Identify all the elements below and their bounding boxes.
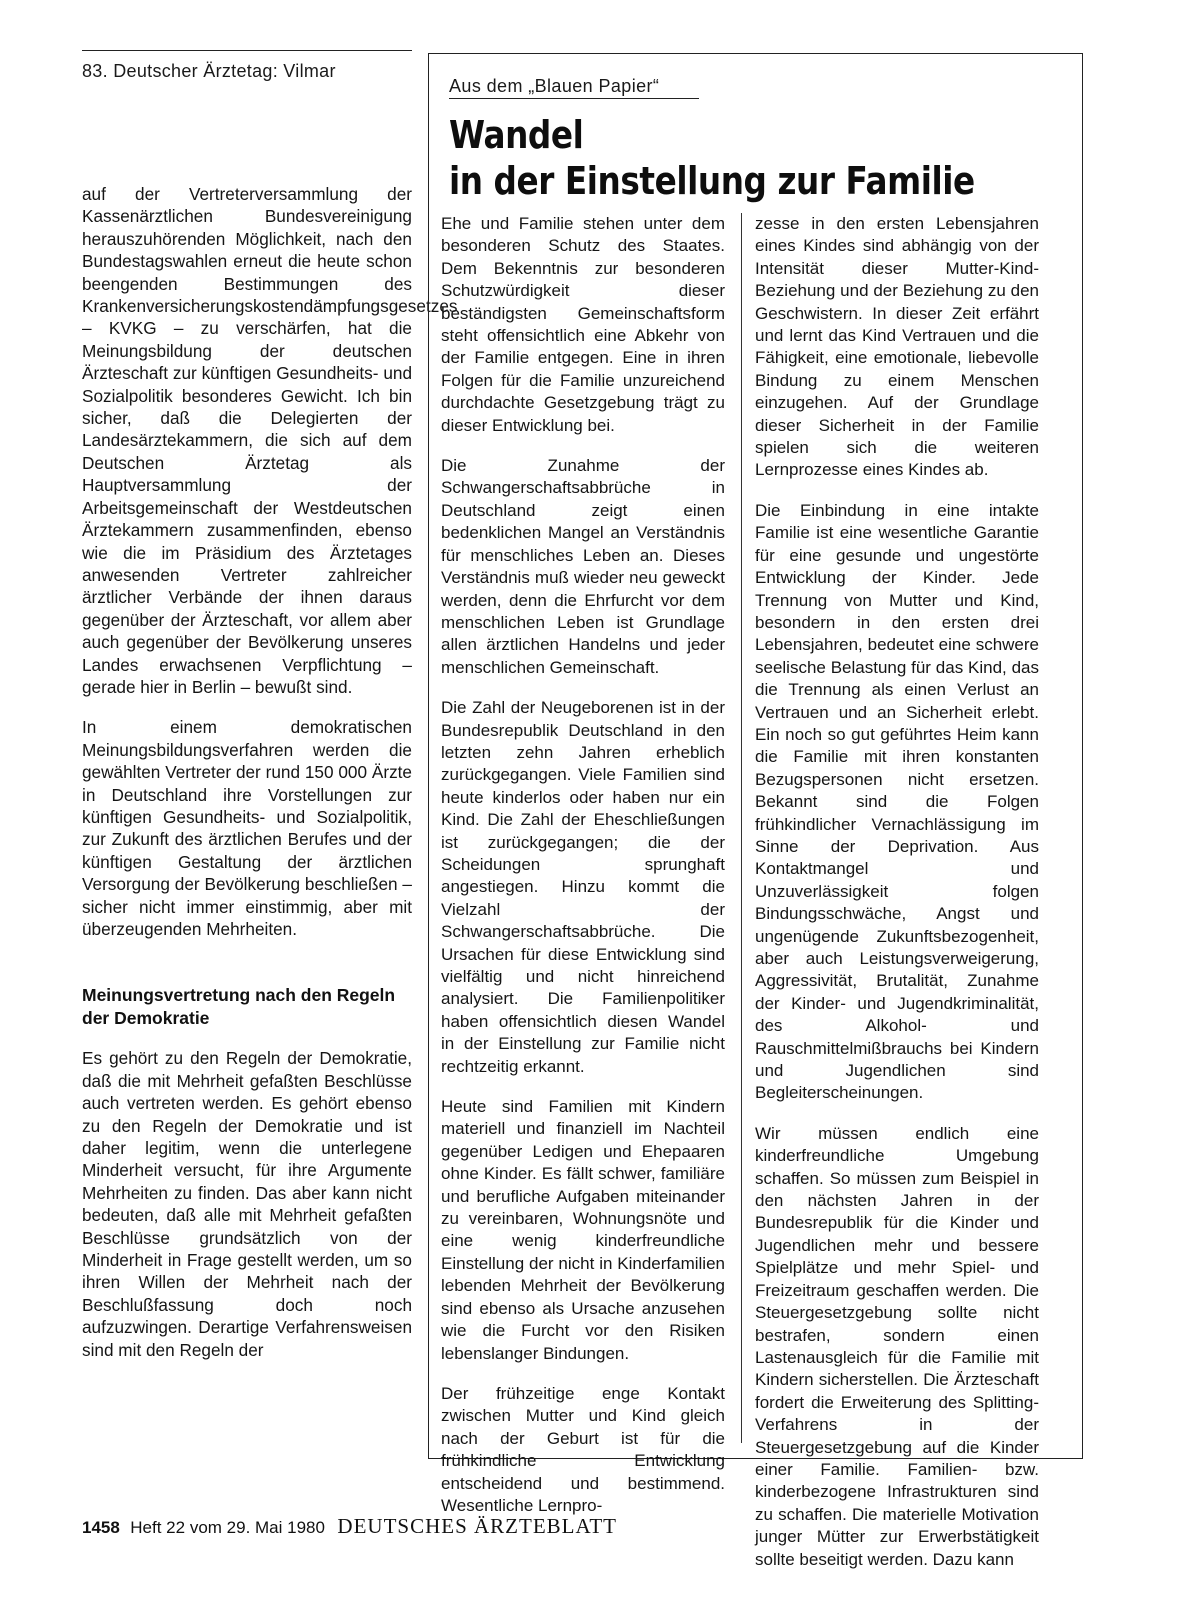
- article-paragraph: Heute sind Familien mit Kindern materiell und finanziell im Nachteil gegenüber Ledigen und Ehepaaren ohne Kinder. Es fällt schwer, familiäre und berufliche Aufgaben miteinander zu vereinbaren, Wohnungsnöte und eine wenig kinderfreundliche Einstellung der nicht in Kinderfamilien lebenden Mehrheit der Bevölkerung sind ebenso als Ursache anzusehen wie die Furcht vor den Risiken lebenslanger Bindungen.: [441, 1097, 725, 1363]
- left-paragraph: In einem demokratischen Meinungsbildungsverfahren werden die gewählten Vertreter der rund 150 000 Ärzte in Deutschland ihre Vorstellungen zur künftigen Gesundheits- und Sozialpolitik, zur Zukunft des ärztlichen Berufes und der künftigen Gestaltung der ärztlichen Versorgung der Bevölkerung beschließen – sicher nicht immer einstimmig, aber mit überzeugenden Mehrheiten.: [82, 717, 412, 939]
- page-number: 1458: [82, 1518, 120, 1537]
- article-paragraph: Die Einbindung in eine intakte Familie ist eine wesentliche Garantie für eine gesunde und ungestörte Entwicklung der Kinder. Jede Trennung von Mutter und Kind, besondern in den ersten drei Lebensjahren, bedeutet eine schwere seelische Belastung für das Kind, das die Trennung als einen Verlust an Vertrauen und an Sicherheit erlebt. Ein noch so gut geführtes Heim kann die Familie mit ihren konstanten Bezugspersonen nicht ersetzen. Bekannt sind die Folgen frühkindlicher Vernachlässigung im Sinne der Deprivation. Aus Kontaktmangel und Unzuverlässigkeit folgen Bindungsschwäche, Angst und ungenügende Zukunftsbezogenheit, aber auch Leistungsverweigerung, Aggressivität, Brutalität, Zunahme der Kinder- und Jugendkriminalität, des Alkohol- und Rauschmittelmißbrauchs bei Kindern und Jugendlichen sind Begleiterscheinungen.: [755, 500, 1039, 1103]
- article-column-left: [441, 213, 725, 1535]
- article-kicker: Aus dem „Blauen Papier“: [449, 76, 699, 99]
- running-head: 83. Deutscher Ärztetag: Vilmar: [82, 61, 336, 81]
- masthead: DEUTSCHES ÄRZTEBLATT: [337, 1514, 617, 1538]
- article-title-line: Wandel: [449, 113, 584, 157]
- article-paragraph: Wir müssen endlich eine kinderfreundliche Umgebung schaffen. So müssen zum Beispiel in den nächsten Jahren in der Bundesrepublik für die Kinder und Jugendlichen mehr und bessere Spielplätze und mehr Spiel- und Freizeitraum geschaffen werden. Die Steuergesetzgebung sollte nicht bestrafen, sondern einen Lastenausgleich für die Familie mit Kindern sicherstellen. Die Ärzteschaft fordert die Erweiterung des Splitting-Verfahrens in der Steuergesetzgebung auf die Kinder einer Familie. Familien- bzw. kinderbezogene Infrastrukturen sind zu schaffen. Die materielle Motivation junger Mütter zur Erwerbstätigkeit sollte beseitigt werden. Dazu kann: [755, 1123, 1039, 1569]
- article-column-right: [755, 213, 1039, 1589]
- left-paragraph: auf der Vertreterversammlung der Kassenärztlichen Bundesvereinigung herauszuhörenden Möglichkeit, nach den Bundestagswahlen erneut die heute schon beengenden Bestimmungen des Krankenversicherungskostendämpfungsgesetzes – KVKG – zu verschärfen, hat die Meinungsbildung der deutschen Ärzteschaft zur künftigen Gesundheits- und Sozialpolitik besonderes Gewicht. Ich bin sicher, daß die Delegierten der Landesärztekammern, die sich auf dem Deutschen Ärztetag als Hauptversammlung der Arbeitsgemeinschaft der Westdeutschen Ärztekammern zusammenfinden, ebenso wie die im Präsidium des Ärztetages anwesenden Vertreter zahlreicher ärztlicher Verbände der ihnen daraus gegenüber der Ärzteschaft, vor allem aber auch gegenüber der Bevölkerung unseres Landes erwachsenen Verpflichtung – gerade hier in Berlin – bewußt sind.: [82, 184, 458, 697]
- article-paragraph: Die Zunahme der Schwangerschaftsabbrüche in Deutschland zeigt einen bedenklichen Mangel an Verständnis für menschliches Leben an. Dieses Verständnis muß wieder neu geweckt werden, denn die Ehrfurcht vor dem menschlichen Leben ist Grundlage allen ärztlichen Handelns und jeder menschlichen Gemeinschaft.: [441, 456, 725, 677]
- left-column: [82, 50, 458, 1360]
- article-title-line: in der Einstellung zur Familie: [449, 159, 975, 203]
- left-paragraph: Es gehört zu den Regeln der Demokratie, daß die mit Mehrheit gefaßten Beschlüsse auch vertreten werden. Es gehört ebenso zu den Regeln der Demokratie und ist daher legitim, wenn die unterlegene Minderheit versucht, für ihre Argumente Mehrheiten zu finden. Das aber kann nicht bedeuten, daß alle mit Mehrheit gefaßten Beschlüsse grundsätzlich von der Minderheit in Frage gestellt werden, um so ihren Willen der Mehrheit nach der Beschlußfassung doch noch aufzuzwingen. Derartige Verfahrensweisen sind mit den Regeln der: [82, 1048, 412, 1360]
- issue-info: Heft 22 vom 29. Mai 1980: [130, 1518, 325, 1537]
- article-paragraph: zesse in den ersten Lebensjahren eines Kindes sind abhängig von der Intensität dieser Mutter-Kind-Beziehung und der Beziehung zu den Geschwistern. In dieser Zeit erfährt und lernt das Kind Vertrauen und die Fähigkeit, eine emotionale, liebevolle Bindung zu einem Menschen einzugehen. Auf der Grundlage dieser Sicherheit in der Familie spielen sich die weiteren Lernprozesse eines Kindes ab.: [755, 214, 1039, 480]
- article-paragraph: Der frühzeitige enge Kontakt zwischen Mutter und Kind gleich nach der Geburt ist für die frühkindliche Entwicklung entscheidend und bestimmend. Wesentliche Lernpro-: [441, 1383, 725, 1515]
- page-footer: [82, 1514, 782, 1539]
- left-column-body: [82, 183, 458, 1379]
- article-title: [449, 112, 982, 204]
- top-rule: [82, 50, 412, 51]
- article-paragraph: Ehe und Familie stehen unter dem besonderen Schutz des Staates. Dem Bekenntnis zur besonderen Schutzwürdigkeit dieser beständigsten Gemeinschaftsform steht offensichtlich eine Abkehr von der Familie entgegen. Eine in ihren Folgen für die Familie unzureichend durchdachte Gesetzgebung trägt zu dieser Entwicklung bei.: [441, 214, 725, 435]
- article-paragraph: Die Zahl der Neugeborenen ist in der Bundesrepublik Deutschland in den letzten zehn Jahren erheblich zurückgegangen. Viele Familien sind heute kinderlos oder haben nur ein Kind. Die Zahl der Eheschließungen ist zurückgegangen; die der Scheidungen sprunghaft angestiegen. Hinzu kommt die Vielzahl der Schwangerschaftsabbrüche. Die Ursachen für diese Entwicklung sind vielfältig und nicht hinreichend analysiert. Die Familienpolitiker haben offensichtlich diesen Wandel in der Einstellung zur Familie nicht rechtzeitig erkannt.: [441, 698, 725, 1076]
- column-divider: [741, 213, 742, 1443]
- section-subheading: Meinungsvertretung nach den Regeln der Demokratie: [82, 985, 396, 1028]
